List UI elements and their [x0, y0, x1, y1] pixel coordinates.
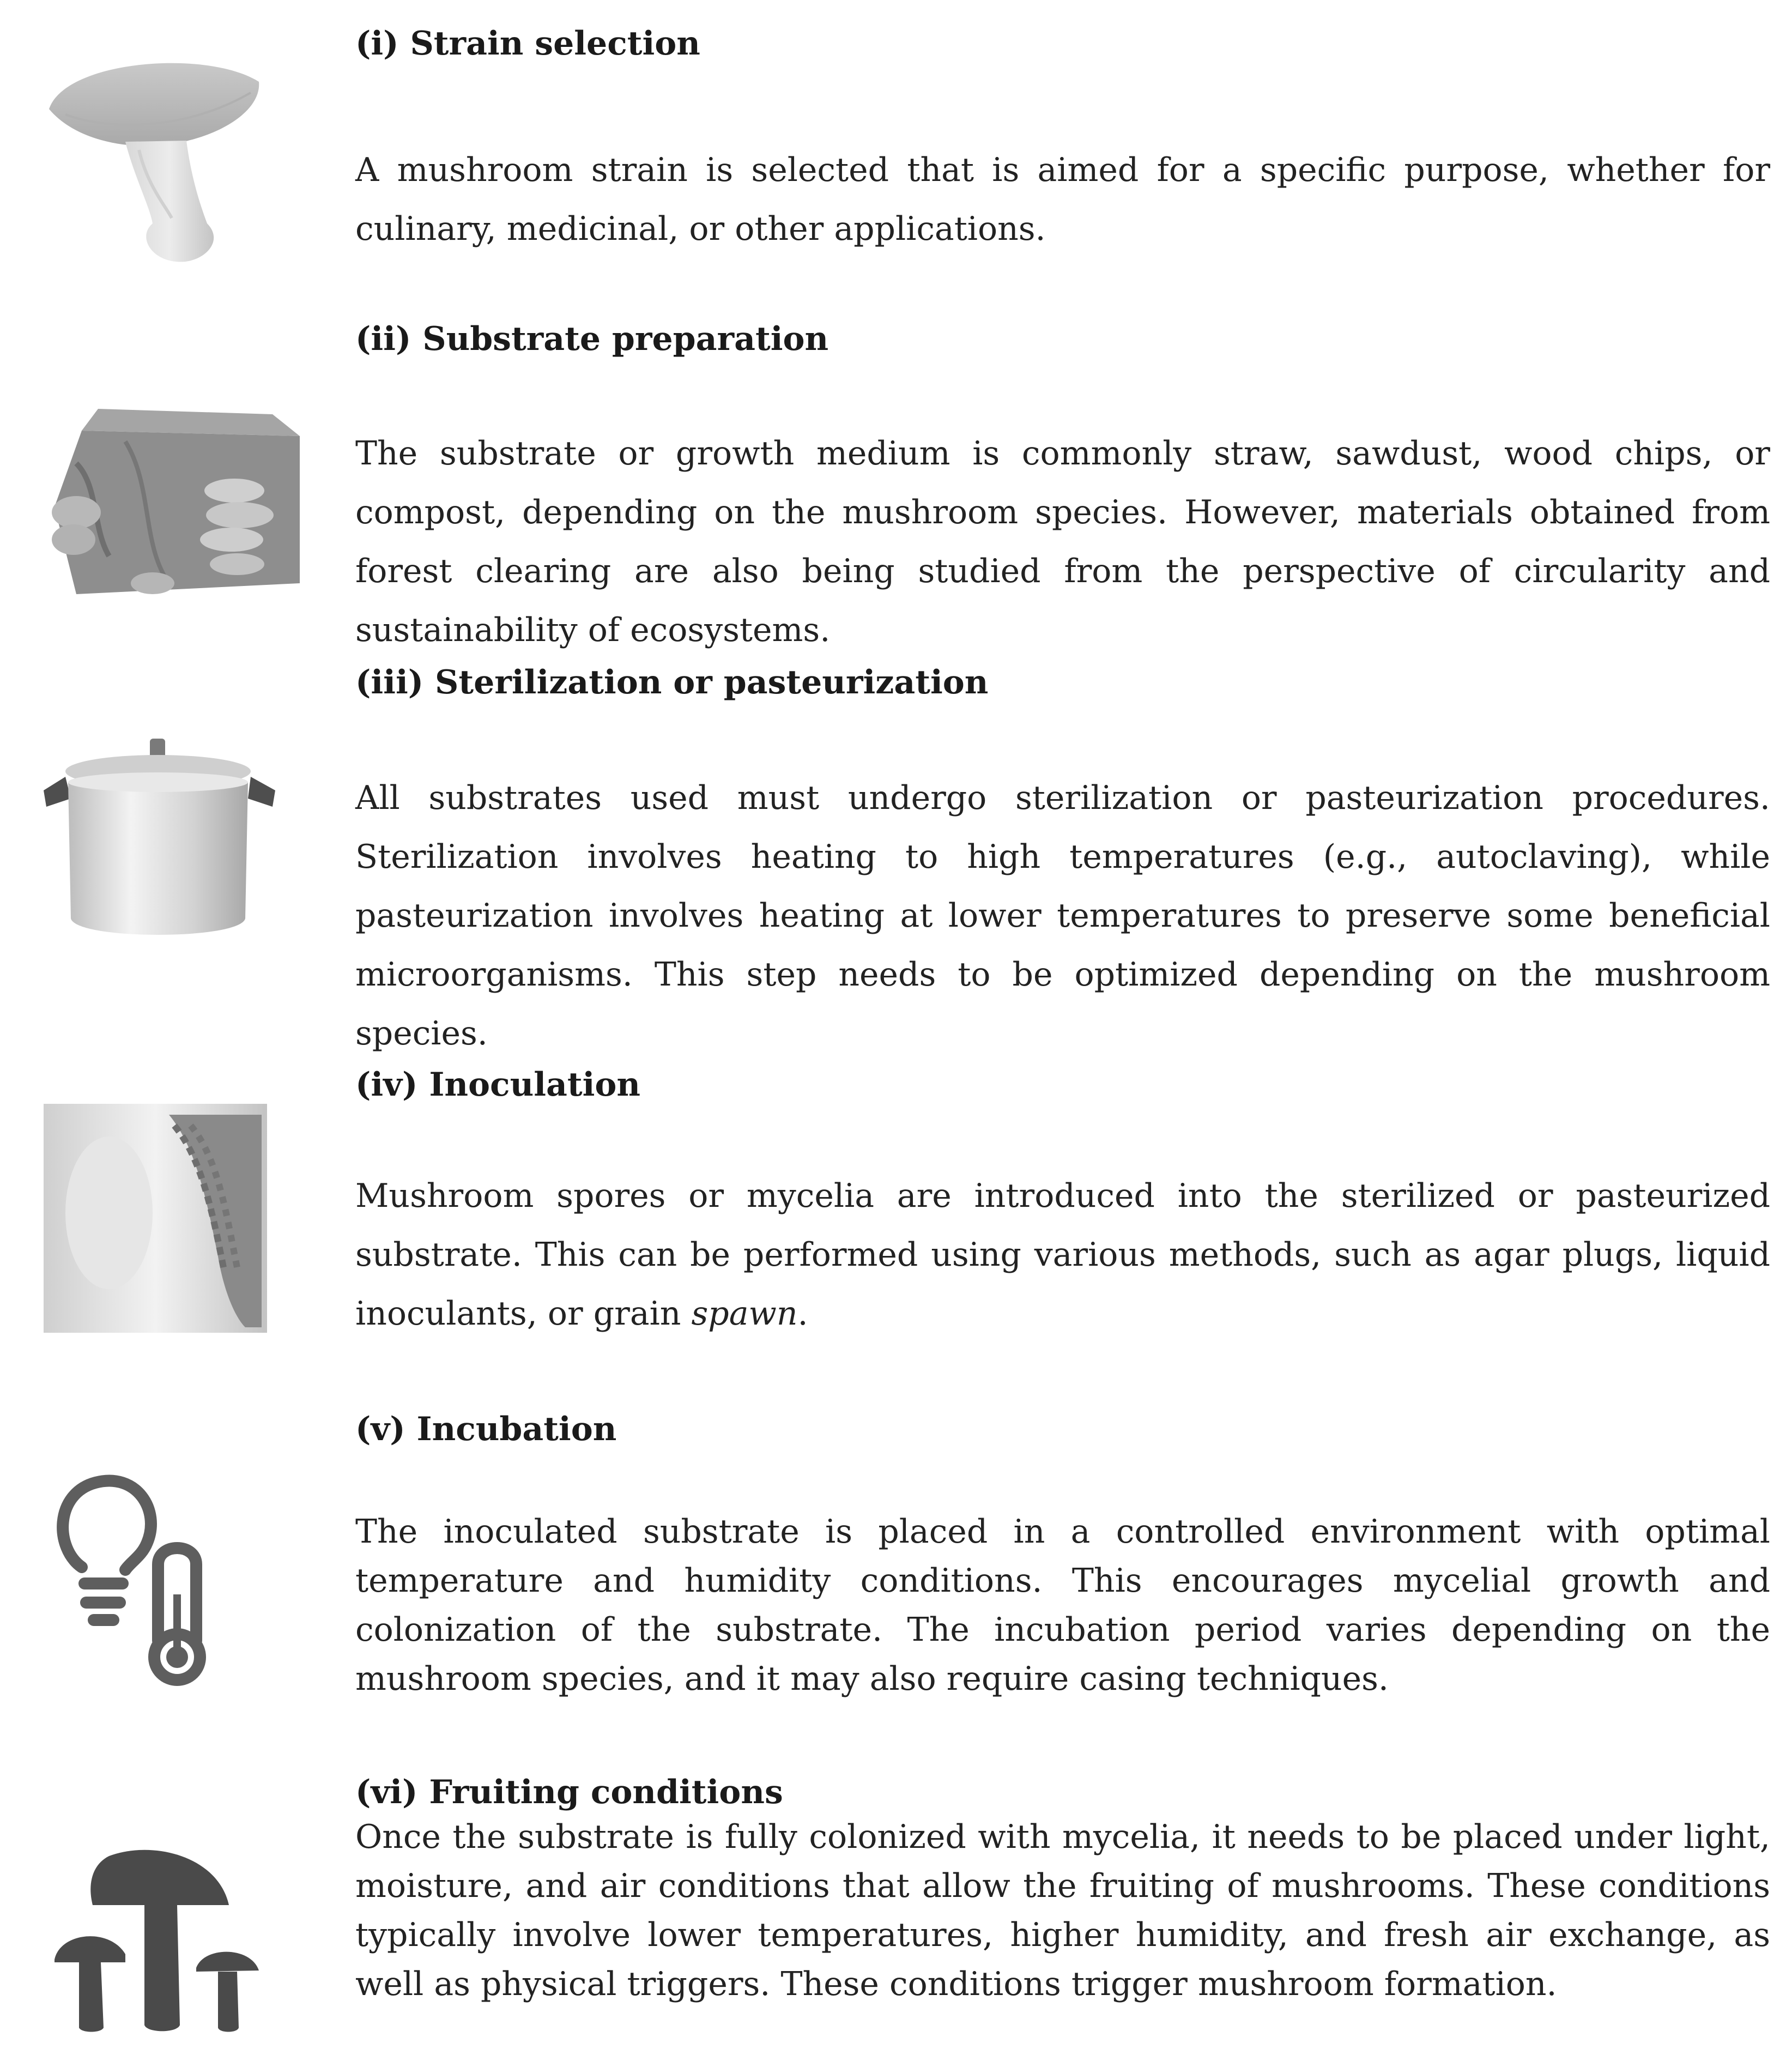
- substrate-block-photo-icon: [44, 403, 305, 616]
- description-suffix: .: [797, 1295, 808, 1333]
- step-description: The substrate or growth medium is commonly straw, sawdust, wood chips, or compost, depending on the mushroom species. However, materials obtained from forest clearing are also being studied from the perspective of circularity and sustainability of ecosystems.: [355, 434, 1770, 649]
- step-title: (iii) Sterilization or pasteurization: [355, 663, 989, 702]
- step-title: (v) Incubation: [355, 1410, 617, 1448]
- step-description: [355, 1166, 1770, 1343]
- step-description: All substrates used must undergo sterilization or pasteurization procedures. Sterilization involves heating to high temperatures (e.g., autoclaving), while pasteurization involves heating at lower temperatures to preserve some beneficial microorganisms. This step needs to be optimized depending on the mushroom species.: [355, 779, 1770, 1053]
- step-title: (ii) Substrate preparation: [355, 320, 829, 358]
- description-emphasis: spawn: [691, 1295, 798, 1333]
- step-title: (iv) Inoculation: [355, 1066, 641, 1104]
- mushrooms-icon: [44, 1845, 267, 2036]
- step-description: Once the substrate is fully colonized with mycelia, it needs to be placed under light, moisture, and air conditions that allow the fruiting of mushrooms. These conditions typically involve lower temperatures, higher humidity, and fresh air exchange, as well as physical triggers. These conditions trigger mushroom formation.: [355, 1818, 1770, 2003]
- grain-spawn-photo-icon: [44, 1104, 267, 1333]
- step-title: (i) Strain selection: [355, 25, 700, 63]
- step-description: The inoculated substrate is placed in a controlled environment with optimal temperature and humidity conditions. This encourages mycelial growth and colonization of the substrate. The incubation period varies depending on the mushroom species, and it may also require casing techniques.: [355, 1513, 1770, 1698]
- step-title: (vi) Fruiting conditions: [355, 1773, 783, 1811]
- pressure-cooker-photo-icon: [44, 739, 278, 951]
- description-text: Mushroom spores or mycelia are introduced into the sterilized or pasteurized substrate. This can be performed using various methods, such as agar plugs, liquid inoculants, or grain: [355, 1177, 1770, 1333]
- step-description: A mushroom strain is selected that is aimed for a specific purpose, whether for culinary, medicinal, or other applications.: [355, 151, 1770, 248]
- lightbulb-thermometer-icon: [44, 1461, 240, 1690]
- mushroom-photo-icon: [44, 49, 267, 267]
